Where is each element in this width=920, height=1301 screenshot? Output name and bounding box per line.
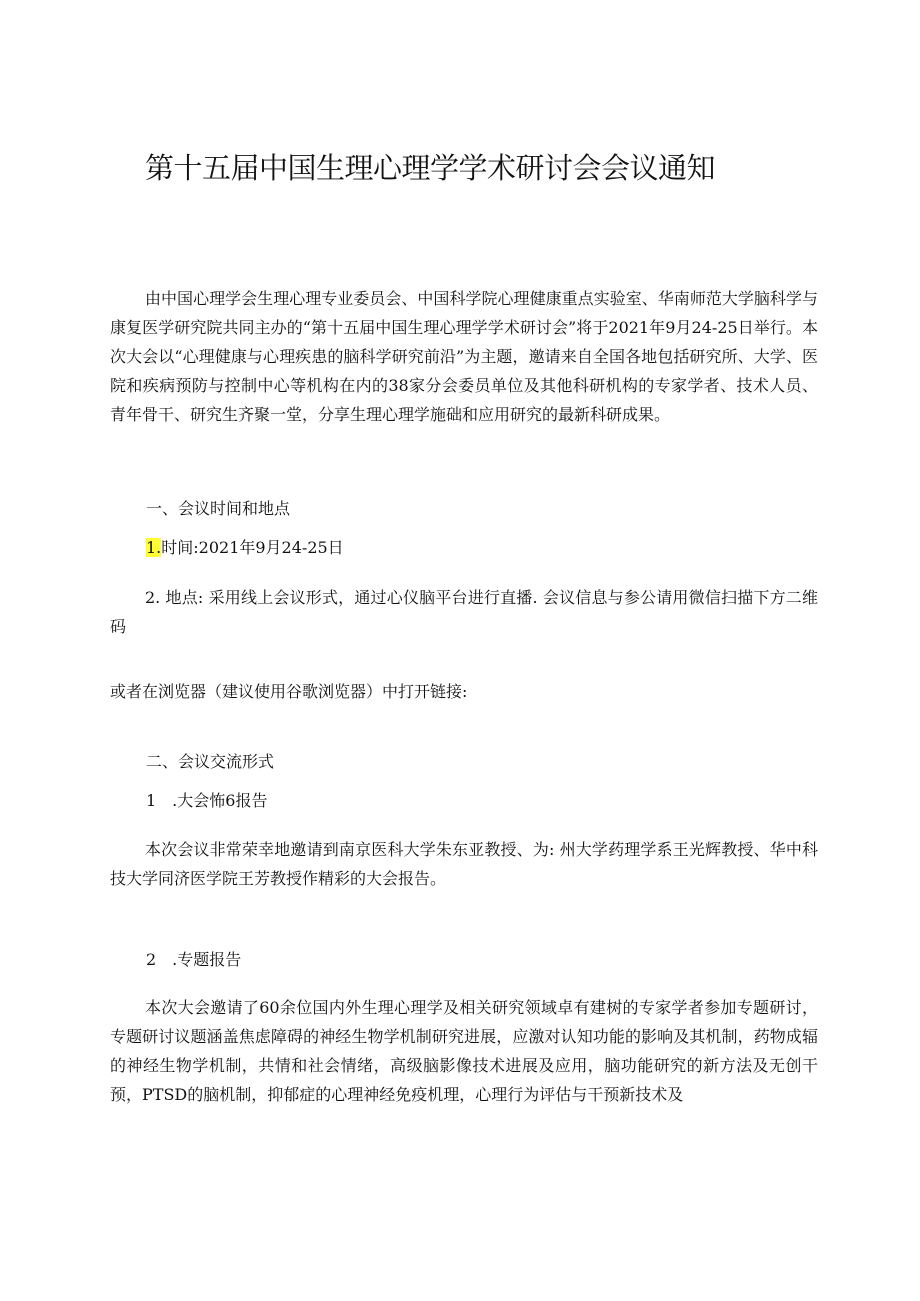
item-location: 2. 地点: 采用线上会议形式，通过心仪脑平台进行直播. 会议信息与参公请用微信扫描下方二维码 bbox=[110, 588, 818, 636]
plenary-paragraph: 本次会议非常荣幸地邀请到南京医科大学朱东亚教授、为: 州大学药理学系王光辉教授、华中科技大学同济医学院王芳教授作精彩的大会报告。 bbox=[110, 840, 818, 888]
section-heading-time-place: 一、会议时间和地点 bbox=[146, 499, 291, 518]
item-time-text: 时间:2021年9月24-25日 bbox=[161, 538, 344, 557]
document-title: 第十五届中国生理心理学学术研讨会会议通知 bbox=[145, 151, 716, 185]
subheading-symposium: 2 .专题报告 bbox=[146, 950, 242, 969]
browser-link-instruction: 或者在浏览器（建议使用谷歌浏览器）中打开链接: bbox=[110, 682, 468, 701]
symposium-paragraph: 本次大会邀请了60余位国内外生理心理学及相关研究领域卓有建树的专家学者参加专题研讨，专题研讨议题涵盖焦虑障碍的神经生物学机制研究进展，应激对认知功能的影响及其机制，药物成辐的神经生物学机制，共情和社会情绪，高级脑影像技术进展及应用，脑功能研究的新方法及无创干预，PTSD的脑机制，抑郁症的心理神经免疫机理，心理行为评估与干预新技术及 bbox=[110, 998, 818, 1104]
intro-paragraph: 由中国心理学会生理心理专业委员会、中国科学院心理健康重点实验室、华南师范大学脑科学与康复医学研究院共同主办的“第十五届中国生理心理学学术研讨会”将于2021年9月24-25日举行。本次大会以“心理健康与心理疾患的脑科学研究前沿”为主题，邀请来自全国各地包括研究所、大学、医院和疾病预防与控制中心等机构在内的38家分会委员单位及其他科研机构的专家学者、技术人员、青年骨干、研究生齐聚一堂，分享生理心理学施础和应用研究的最新科研成果。 bbox=[110, 289, 818, 424]
item-time bbox=[146, 536, 344, 560]
section-heading-format: 二、会议交流形式 bbox=[146, 752, 275, 771]
subheading-plenary: 1 .大会怖6报告 bbox=[146, 791, 268, 810]
highlighted-item-number: 1. bbox=[146, 538, 162, 557]
